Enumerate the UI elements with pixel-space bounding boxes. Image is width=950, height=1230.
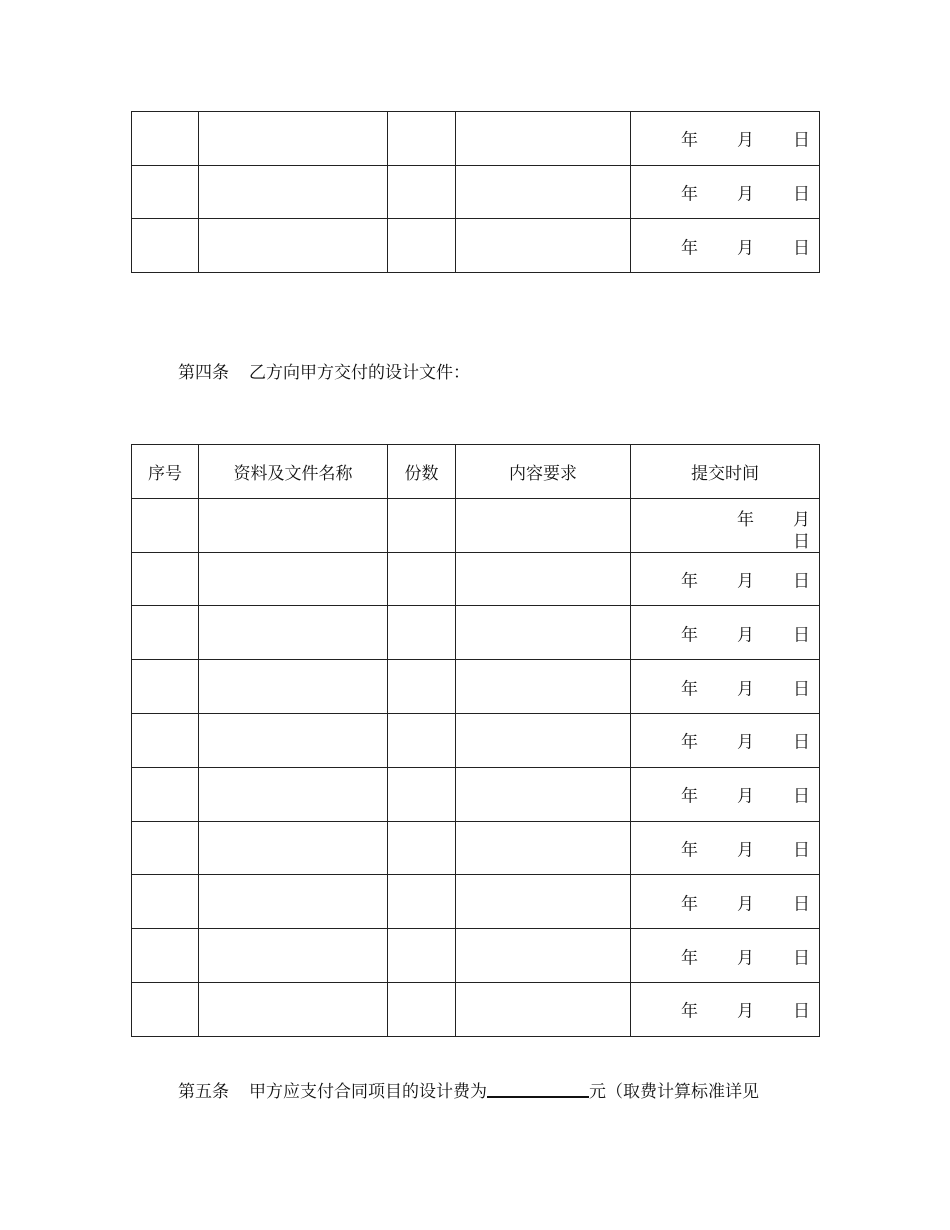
date-cell: 年 月 日: [631, 767, 820, 821]
table-row: [132, 982, 820, 1036]
date-cell: 年 月 日: [631, 112, 820, 166]
table-row: [132, 606, 820, 660]
table-row: [132, 821, 820, 875]
table-row: [132, 498, 820, 552]
header-serial: 序号: [132, 445, 199, 499]
article-text: 甲方应支付合同项目的设计费为: [249, 1082, 487, 1102]
article-5-paragraph: [178, 1077, 759, 1102]
date-cell: 年 月 日: [631, 165, 820, 219]
date-cell: 年 月 日: [631, 982, 820, 1036]
table-row: [132, 112, 820, 166]
header-document-name: 资料及文件名称: [199, 445, 388, 499]
date-cell: 年 月 日: [631, 821, 820, 875]
table-row: [132, 929, 820, 983]
date-cell: 年 月 日: [631, 219, 820, 273]
date-cell: 年 月 日: [631, 660, 820, 714]
article-number: 第四条: [178, 363, 229, 383]
table-row: [132, 875, 820, 929]
date-cell: 年 月 日: [631, 606, 820, 660]
header-submission-time: 提交时间: [631, 445, 820, 499]
article-number: 第五条: [178, 1082, 229, 1102]
table-row: [132, 767, 820, 821]
date-cell: 年 月 日: [631, 929, 820, 983]
date-cell: 年 月 日: [631, 713, 820, 767]
deliverables-table: [131, 444, 820, 1037]
article-text-continued: 元（取费计算标准详见: [589, 1082, 759, 1102]
date-cell: 年 月 日: [631, 552, 820, 606]
table-header-row: [132, 445, 820, 499]
delivery-table-continued: [131, 111, 820, 273]
table-row: [132, 552, 820, 606]
table-row: [132, 713, 820, 767]
date-cell: 年 月 日: [631, 875, 820, 929]
header-copies: 份数: [388, 445, 456, 499]
article-text: 乙方向甲方交付的设计文件：: [249, 363, 470, 383]
article-4-heading: [178, 358, 470, 383]
header-content-requirements: 内容要求: [456, 445, 631, 499]
date-cell: 年 月 日: [631, 498, 820, 552]
table-row: [132, 165, 820, 219]
table-row: [132, 660, 820, 714]
table-row: [132, 219, 820, 273]
design-fee-blank[interactable]: [487, 1079, 589, 1098]
